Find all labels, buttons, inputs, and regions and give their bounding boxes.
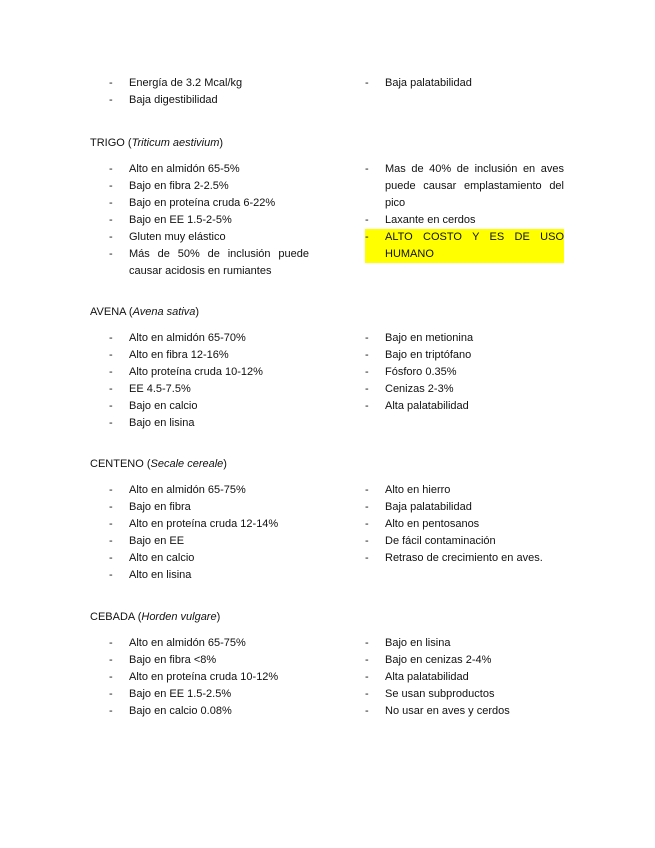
intro-right-list: [365, 75, 565, 92]
list-item: - Bajo en EE 1.5-2-5%: [109, 214, 232, 226]
trigo-left-list: [109, 161, 309, 280]
list-item: - Energía de 3.2 Mcal/kg: [109, 75, 309, 92]
centeno-right-list: [365, 482, 565, 567]
list-item: - Mas de 40% de inclusión en aves puede causar emplastamiento del pico: [365, 163, 564, 209]
bullet-dash: -: [109, 77, 113, 89]
list-item: - Bajo en fibra 2-2.5%: [109, 180, 229, 192]
cebada-right-list: [365, 635, 565, 720]
list-item: - Bajo en fibra: [109, 501, 191, 513]
list-item: - Bajo en cenizas 2-4%: [365, 654, 492, 666]
cebada-left-list: [109, 635, 309, 720]
list-item: - No usar en aves y cerdos: [365, 705, 510, 717]
section-heading-trigo: TRIGO (Triticum aestivium): [90, 137, 224, 149]
list-item: - Alto en hierro: [365, 484, 451, 496]
list-item: - Alto en almidón 65-75%: [109, 484, 246, 496]
list-item: - Bajo en EE: [109, 535, 185, 547]
list-item: - Retraso de crecimiento en aves.: [365, 552, 543, 564]
avena-left-list: [109, 330, 309, 432]
list-item: - Más de 50% de inclusión puede causar acidosis en rumiantes: [109, 248, 309, 277]
list-item: - Baja digestibilidad: [109, 92, 309, 109]
list-item: - Alto en almidón 65-75%: [109, 637, 246, 649]
list-item: - Bajo en proteína cruda 6-22%: [109, 197, 276, 209]
list-item: - Bajo en calcio: [109, 400, 198, 412]
list-item: - Alta palatabilidad: [365, 400, 469, 412]
list-item: - Alta palatabilidad: [365, 671, 469, 683]
list-item: - Cenizas 2-3%: [365, 383, 454, 395]
list-item: - Bajo en metionina: [365, 332, 474, 344]
list-item: - Baja palatabilidad: [365, 501, 472, 513]
intro-left-list: [109, 75, 309, 109]
list-item: - Alto en proteína cruda 10-12%: [109, 671, 279, 683]
list-item: - Fósforo 0.35%: [365, 366, 457, 378]
list-item: - Bajo en lisina: [109, 417, 195, 429]
list-item: - Baja palatabilidad: [365, 75, 565, 92]
bullet-dash: -: [109, 94, 113, 106]
list-item: - EE 4.5-7.5%: [109, 383, 191, 395]
list-item: - De fácil contaminación: [365, 535, 496, 547]
list-item: - Alto en calcio: [109, 552, 195, 564]
list-item: - Laxante en cerdos: [365, 214, 476, 226]
section-heading-avena: AVENA (Avena sativa): [90, 306, 200, 318]
bullet-dash: -: [365, 77, 369, 89]
scientific-name: Triticum aestivium: [131, 137, 220, 149]
list-item: - Bajo en EE 1.5-2.5%: [109, 688, 232, 700]
list-item: - Alto en pentosanos: [365, 518, 480, 530]
scientific-name: Avena sativa: [132, 306, 196, 318]
list-item: - Bajo en fibra <8%: [109, 654, 217, 666]
list-item: - Bajo en triptófano: [365, 349, 472, 361]
list-item: - Alto en almidón 65-5%: [109, 163, 240, 175]
list-item: - Alto en lisina: [109, 569, 192, 581]
list-item: - Alto en almidón 65-70%: [109, 332, 246, 344]
list-item: - Alto en fibra 12-16%: [109, 349, 229, 361]
list-item: - Alto proteína cruda 10-12%: [109, 366, 263, 378]
list-item: - Bajo en calcio 0.08%: [109, 705, 232, 717]
highlighted-list-item: - ALTO COSTO Y ES DE USO HUMANO: [365, 229, 564, 263]
list-item: - Gluten muy elástico: [109, 231, 226, 243]
scientific-name: Horden vulgare: [141, 611, 217, 623]
scientific-name: Secale cereale: [150, 458, 224, 470]
centeno-left-list: [109, 482, 309, 584]
section-heading-cebada: CEBADA (Horden vulgare): [90, 611, 221, 623]
list-item: - Bajo en lisina: [365, 637, 451, 649]
list-item: - Se usan subproductos: [365, 688, 495, 700]
list-item: - Alto en proteína cruda 12-14%: [109, 518, 279, 530]
trigo-right-list: [365, 161, 564, 263]
section-heading-centeno: CENTENO (Secale cereale): [90, 458, 227, 470]
avena-right-list: [365, 330, 565, 415]
